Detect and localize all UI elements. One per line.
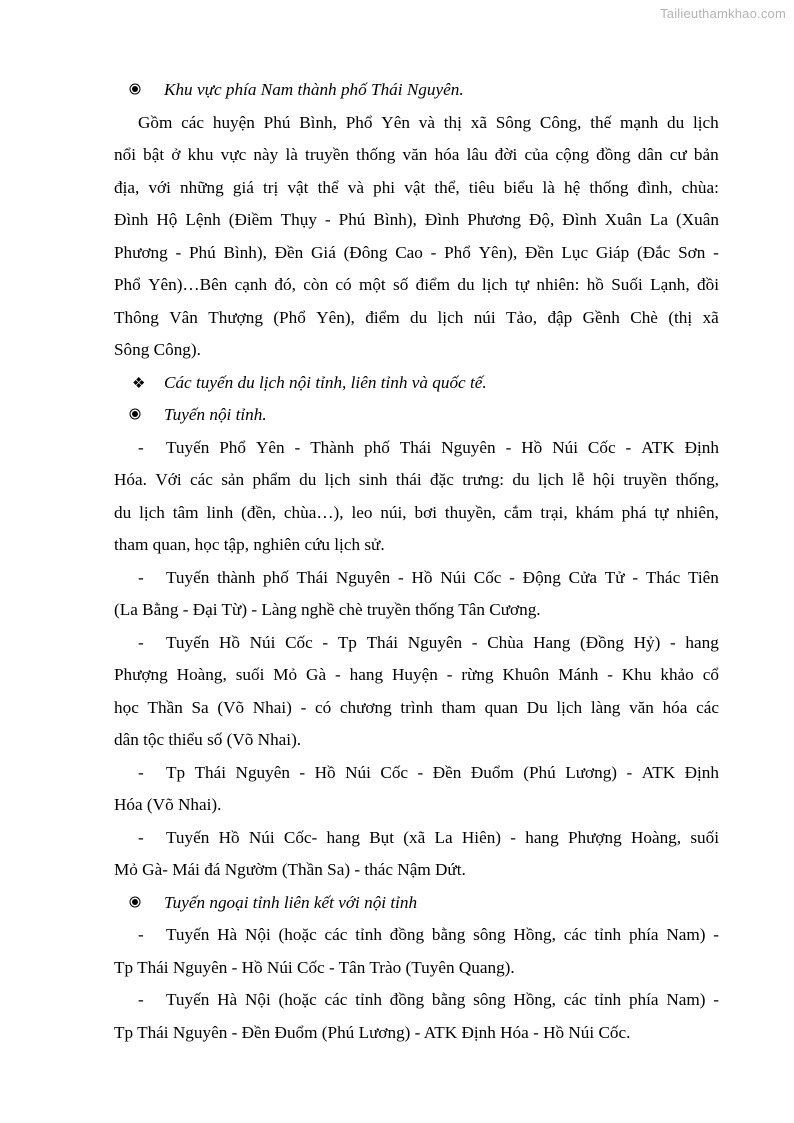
text-line: - Tuyến Hà Nội (hoặc các tỉnh đồng bằng sông Hồng, các tỉnh phía Nam) - xyxy=(114,919,719,952)
route-item xyxy=(114,627,719,757)
text-line: (La Bằng - Đại Từ) - Làng nghề chè truyền thống Tân Cương. xyxy=(114,600,541,619)
text-line: - Tuyến Hà Nội (hoặc các tỉnh đồng bằng sông Hồng, các tỉnh phía Nam) - xyxy=(114,984,719,1017)
text-line: địa, với những giá trị vật thể và phi vật thể, tiêu biểu là hệ thống đình, chùa: xyxy=(114,177,719,197)
route-item xyxy=(114,757,719,822)
bullet-icon xyxy=(132,887,164,920)
heading-internal-text: Tuyến nội tỉnh. xyxy=(164,405,267,424)
dash-bullet-icon: - xyxy=(138,827,144,847)
text-line: Phổ Yên)…Bên cạnh đó, còn có một số điểm du lịch tự nhiên: hồ Suối Lạnh, đồi xyxy=(114,275,719,294)
text-line: - Tuyến Phổ Yên - Thành phố Thái Nguyên - Hồ Núi Cốc - ATK Định xyxy=(114,432,719,465)
text-line: Phượng Hoàng, suối Mỏ Gà - hang Huyện - rừng Khuôn Mánh - Khu khảo cổ xyxy=(114,665,719,684)
text-line: Gồm các huyện Phú Bình, Phổ Yên và thị xã Sông Công, thế mạnh du lịch xyxy=(138,112,719,132)
diamond-bullet-icon: ❖ xyxy=(132,375,146,392)
text-line: - Tuyến Hồ Núi Cốc- hang Bụt (xã La Hiên) - hang Phượng Hoàng, suối xyxy=(114,822,719,855)
text-line: Mỏ Gà- Mái đá Ngườm (Thần Sa) - thác Nậm Dứt. xyxy=(114,860,466,879)
dash-bullet-icon: - xyxy=(138,762,144,782)
text-line: học Thần Sa (Võ Nhai) - có chương trình tham quan Du lịch làng văn hóa các xyxy=(114,697,719,717)
dash-bullet-icon: - xyxy=(138,567,144,587)
text-line: - Tp Thái Nguyên - Hồ Núi Cốc - Đền Đuổm (Phú Lương) - ATK Định xyxy=(114,757,719,790)
dash-bullet-icon: - xyxy=(138,632,144,652)
text-line: - Tuyến Hồ Núi Cốc - Tp Thái Nguyên - Chùa Hang (Đồng Hỷ) - hang xyxy=(114,627,719,660)
heading-external-text: Tuyến ngoại tỉnh liên kết với nội tỉnh xyxy=(164,892,418,912)
text-line: Tp Thái Nguyên - Hồ Núi Cốc - Tân Trào (Tuyên Quang). xyxy=(114,957,515,977)
text-line: Tp Thái Nguyên - Đền Đuổm (Phú Lương) - ATK Định Hóa - Hồ Núi Cốc. xyxy=(114,1022,631,1042)
text-line: Đình Hộ Lệnh (Điềm Thụy - Phú Bình), Đình Phương Độ, Đình Xuân La (Xuân xyxy=(114,210,719,229)
text-line: - Tuyến thành phố Thái Nguyên - Hồ Núi Cốc - Động Cửa Tử - Thác Tiên xyxy=(114,562,719,595)
heading-south xyxy=(114,74,719,107)
text-line: Phương - Phú Bình), Đền Giá (Đông Cao - Phổ Yên), Đền Lục Giáp (Đắc Sơn - xyxy=(114,242,719,262)
text-line: tham quan, học tập, nghiên cứu lịch sử. xyxy=(114,535,385,554)
heading-routes xyxy=(114,367,719,400)
route-item xyxy=(114,432,719,562)
heading-internal xyxy=(114,399,719,432)
paragraph-south xyxy=(114,107,719,367)
text-line: Thông Vân Thượng (Phổ Yên), điểm du lịch núi Tảo, đập Gềnh Chè (thị xã xyxy=(114,307,719,327)
heading-south-text: Khu vực phía Nam thành phố Thái Nguyên. xyxy=(164,80,464,99)
external-routes-list xyxy=(114,919,719,1049)
bullet-icon xyxy=(132,74,164,107)
watermark: Tailieuthamkhao.com xyxy=(660,6,786,21)
bullet-icon xyxy=(132,399,164,432)
document-page xyxy=(114,74,719,1049)
heading-routes-text: Các tuyến du lịch nội tỉnh, liên tỉnh và quốc tế. xyxy=(164,372,487,392)
route-item xyxy=(114,984,719,1049)
internal-routes-list xyxy=(114,432,719,887)
text-line: Hóa (Võ Nhai). xyxy=(114,795,222,814)
text-line: du lịch tâm linh (đền, chùa…), leo núi, bơi thuyền, cắm trại, khám phá tự nhiên, xyxy=(114,502,719,522)
route-item xyxy=(114,562,719,627)
text-line: dân tộc thiểu số (Võ Nhai). xyxy=(114,730,302,749)
dash-bullet-icon: - xyxy=(138,437,144,457)
route-item xyxy=(114,919,719,984)
text-line: Hóa. Với các sản phẩm du lịch sinh thái đặc trưng: du lịch lễ hội truyền thống, xyxy=(114,470,719,489)
text-line: Sông Công). xyxy=(114,340,201,359)
heading-external xyxy=(114,887,719,920)
route-item xyxy=(114,822,719,887)
dash-bullet-icon: - xyxy=(138,925,144,944)
dash-bullet-icon: - xyxy=(138,990,144,1009)
text-line: nổi bật ở khu vực này là truyền thống văn hóa lâu đời của cộng đồng dân cư bản xyxy=(114,145,719,164)
